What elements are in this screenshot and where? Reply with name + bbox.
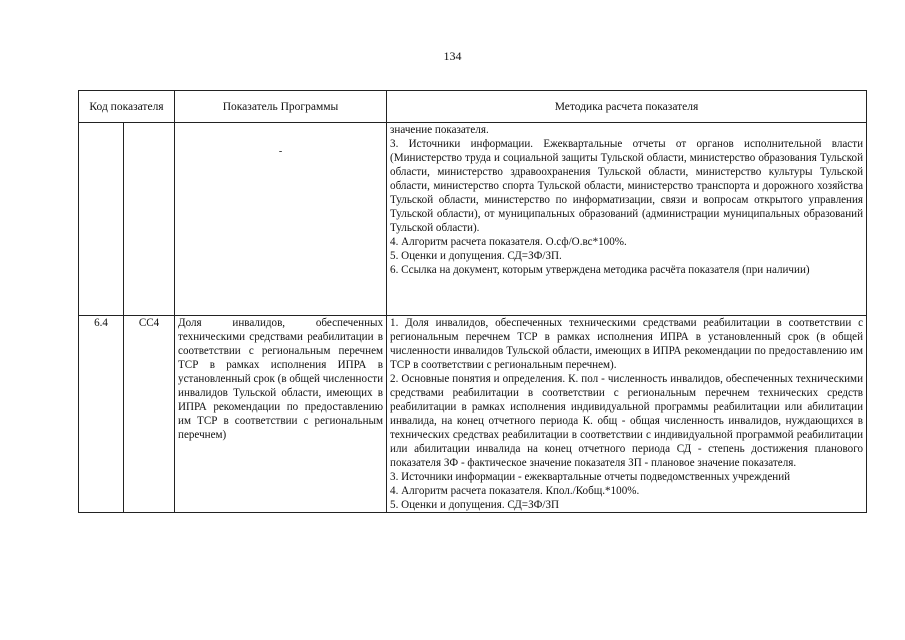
method-paragraph: 4. Алгоритм расчета показателя. Кпол./Кобщ.*100%. [390, 485, 640, 497]
indicator-dash: - [278, 146, 283, 157]
method-cell [387, 123, 867, 316]
code-number-cell [79, 123, 124, 316]
method-paragraph: 6. Ссылка на документ, которым утверждена методика расчёта показателя (при наличии) [390, 264, 810, 276]
table-row [79, 316, 867, 513]
method-paragraph: 4. Алгоритм расчета показателя. О.сф/О.вс*100%. [390, 236, 627, 248]
code-number-cell: 6.4 [79, 316, 124, 513]
header-method: Методика расчета показателя [387, 91, 867, 123]
indicator-cell: Доля инвалидов, обеспеченных техническими средствами реабилитации в соответствии с региональным перечнем ТСР в рамках исполнения ИПРА в установленный срок (в общей численности инвалидов Тульской области, имеющих в ИПРА рекомендации по предоставлению им ТСР в соответствии с региональным перечнем) [175, 316, 387, 513]
indicator-table [78, 90, 867, 513]
method-paragraph: значение показателя. [390, 124, 489, 136]
method-paragraph: 3. Источники информации. Ежеквартальные отчеты от органов исполнительной власти (Министерство труда и социальной защиты Тульской области, министерство образования Тульской области, министерство здравоохранения Тульской области, министерство культуры Тульской области, министерство спорта Тульской области, министерство транспорта и дорожного хозяйства Тульской области, министерство по информатизации, связи и вопросам открытого управления Тульской области), от муниципальных образований (администрации муниципальных образований Тульской области). [390, 138, 864, 234]
code-id-cell [124, 123, 175, 316]
header-indicator: Показатель Программы [175, 91, 387, 123]
table-row [79, 123, 867, 316]
page-number: 134 [443, 49, 462, 63]
method-paragraph: 5. Оценки и допущения. СД=ЗФ/ЗП [390, 499, 560, 511]
method-paragraph: 5. Оценки и допущения. СД=ЗФ/ЗП. [390, 250, 562, 262]
indicator-cell [175, 123, 387, 316]
method-paragraph: 3. Источники информации - ежеквартальные отчеты подведомственных учреждений [390, 471, 791, 483]
header-code: Код показателя [79, 91, 175, 123]
method-cell [387, 316, 867, 513]
method-paragraph: 1. Доля инвалидов, обеспеченных техническими средствами реабилитации в соответствии с региональным перечнем ТСР в рамках исполнения ИПРА в установленный срок (в общей численности инвалидов Тульской области, имеющих в ИПРА рекомендации по предоставлению им ТСР в соответствии с региональным перечнем). [390, 317, 864, 371]
table-header-row [79, 91, 867, 123]
method-paragraph: 2. Основные понятия и определения. К. пол - численность инвалидов, обеспеченных техническими средствами реабилитации в соответствии с региональным перечнем технических средств реабилитации в рамках исполнения индивидуальной программы реабилитации или абилитации инвалида, на конец отчетного периода К. общ - общая численность инвалидов, нуждающихся в технических средствах реабилитации в соответствии с индивидуальной программой реабилитации или абилитации инвалида на конец отчетного периода СД - степень достижения планового показателя ЗФ - фактическое значение показателя ЗП - плановое значение показателя. [390, 373, 864, 469]
code-id-cell: СС4 [124, 316, 175, 513]
